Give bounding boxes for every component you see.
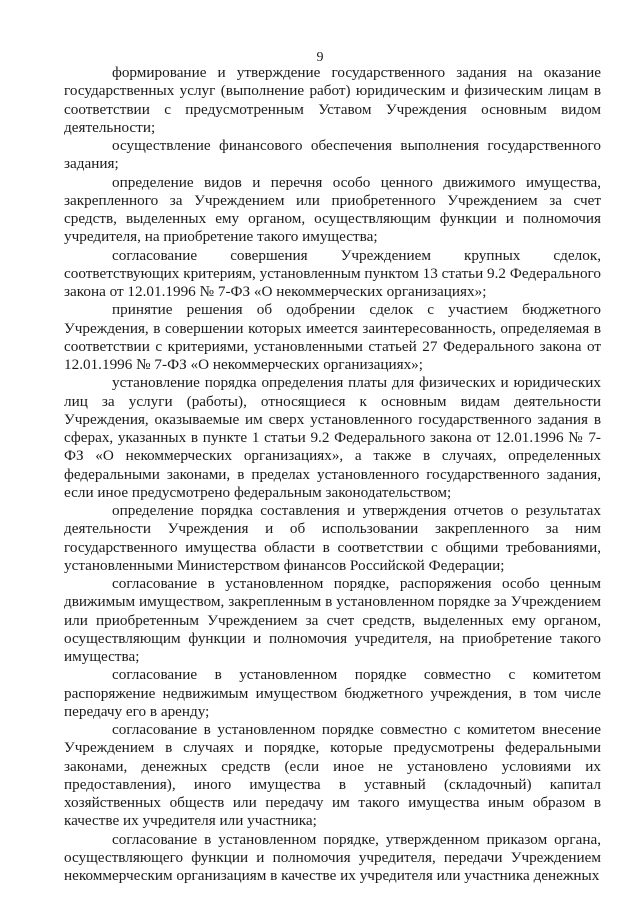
paragraph-reports: определение порядка составления и утверждения отчетов о результатах деятельности Учреждения и об использовании закрепленного за ним государственного имущества области в соответствии с общими требованиями, установленными Министерством финансов Российской Федерации; bbox=[64, 502, 601, 574]
paragraph-service-fees: установление порядка определения платы для физических и юридических лиц за услуги (работы), относящиеся к основным видам деятельности Учреждения, оказываемые им сверх установленного государственного задания в сферах, указанных в пункте 1 статьи 9.2 Федерального закона от 12.01.1996 № 7-ФЗ «О некоммерческих организациях», а также в случаях, определенных федеральными законами, в пределах установленного государственного задания, если иное предусмотрено федеральным законодательством; bbox=[64, 374, 601, 501]
paragraph-valuable-property: определение видов и перечня особо ценного движимого имущества, закрепленного за Учреждением или приобретенного Учреждением за счет средств, выделенных ему органом, осуществляющим функции и полномочия учредителя, на приобретение такого имущества; bbox=[64, 173, 601, 246]
paragraph-capital-contribution: согласование в установленном порядке совместно с комитетом внесение Учреждением в случаях и порядке, которые предусмотрены федеральными законами, денежных средств (если иное не установлено условиями их предоставления), иного имущества в уставный (складочный) капитал хозяйственных обществ или передачу им такого имущества иным образом в качестве их учредителя или участника; bbox=[64, 721, 601, 830]
paragraph-movable-property-disposal: согласование в установленном порядке, распоряжения особо ценным движимым имуществом, закрепленным в установленном порядке за Учреждением или приобретенным Учреждением за счет средств, выделенных ему органом, осуществляющим функции и полномочия учредителя, на приобретение такого имущества; bbox=[64, 575, 601, 665]
page-number: 9 bbox=[316, 50, 324, 65]
paragraph-state-assignment: формирование и утверждение государственного задания на оказание государственных услуг (выполнение работ) юридическим и физическим лицам в соответствии с предусмотренным Уставом Учреждения основным видом деятельности; bbox=[64, 64, 601, 136]
paragraph-transfer-to-nonprofits: согласование в установленном порядке, утвержденном приказом органа, осуществляющего функции и полномочия учредителя, передачи Учреждением некоммерческим организациям в качестве их учредителя или участника денежных bbox=[64, 830, 601, 884]
paragraph-major-transactions: согласование совершения Учреждением крупных сделок, соответствующих критериям, установленным пунктом 13 статьи 9.2 Федерального закона от 12.01.1996 № 7-ФЗ «О некоммерческих организациях»; bbox=[64, 246, 601, 300]
paragraph-financial-support: осуществление финансового обеспечения выполнения государственного задания; bbox=[64, 137, 601, 173]
paragraph-real-estate-disposal: согласование в установленном порядке совместно с комитетом распоряжение недвижимым имуществом бюджетного учреждения, в том числе передачу его в аренду; bbox=[64, 666, 601, 720]
document-body bbox=[64, 64, 601, 885]
paragraph-interested-transactions: принятие решения об одобрении сделок с участием бюджетного Учреждения, в совершении которых имеется заинтересованность, определяемая в соответствии с критериями, установленными статьей 27 Федерального закона от 12.01.1996 № 7-ФЗ «О некоммерческих организациях»; bbox=[64, 301, 601, 373]
